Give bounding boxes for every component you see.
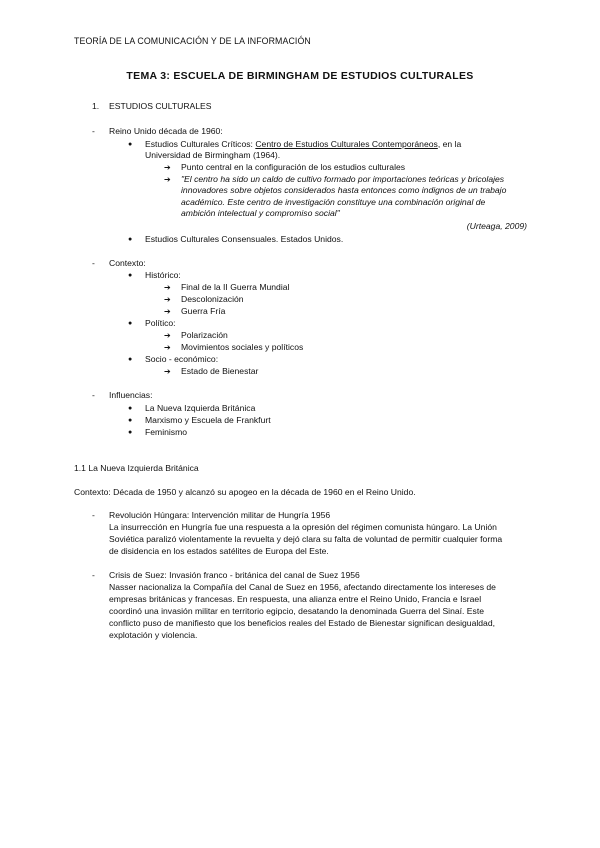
bullet-marker: ● xyxy=(128,405,133,412)
arrow-icon: ➔ xyxy=(164,283,171,292)
suez-line-3: coordinó una invasión militar en territorio egipcio, desatando la denominada Guerra del Sinaí. Este xyxy=(109,606,485,616)
dash-marker: - xyxy=(92,510,95,520)
arrow-icon: ➔ xyxy=(164,163,171,172)
arrow-icon: ➔ xyxy=(164,331,171,340)
influence-item-marxismo: Marxismo y Escuela de Frankfurt xyxy=(145,415,271,425)
hungria-title: Revolución Húngara: Intervención militar de Hungría 1956 xyxy=(109,510,331,520)
arrow-item-descolonizacion: Descolonización xyxy=(181,294,244,304)
hungria-line-3: de disidencia en los estados satélites de Europa del Este. xyxy=(109,546,329,556)
suez-title: Crisis de Suez: Invasión franco - británica del canal de Suez 1956 xyxy=(109,570,360,580)
list-item-influencias: Influencias: xyxy=(109,390,153,400)
arrow-item-polarizacion: Polarización xyxy=(181,330,228,340)
arrow-icon: ➔ xyxy=(164,175,171,184)
subsection-heading: 1.1 La Nueva Izquierda Británica xyxy=(74,463,199,473)
criticos-line-2: Universidad de Birmingham (1964). xyxy=(145,150,281,160)
arrow-icon: ➔ xyxy=(164,295,171,304)
quote-line-2: innovadores sobre objetos considerados hasta entonces como indignos de un trabajo xyxy=(181,185,507,195)
suez-line-2: empresas británicas y francesas. En respuesta, una alianza entre el Reino Unido, Francia e Israel xyxy=(109,594,482,604)
suez-line-5: explotación y violencia. xyxy=(109,630,198,640)
bullet-marker: ● xyxy=(128,272,133,279)
arrow-icon: ➔ xyxy=(164,367,171,376)
centro-estudios-link: Centro de Estudios Culturales Contemporáneos xyxy=(255,139,438,149)
list-item-criticos xyxy=(145,139,461,150)
criticos-prefix: Estudios Culturales Críticos: xyxy=(145,139,256,149)
criticos-suffix: , en la xyxy=(437,139,462,149)
arrow-item-guerra-fria: Guerra Fría xyxy=(181,306,226,316)
influence-item-feminismo: Feminismo xyxy=(145,427,188,437)
list-item-historico: Histórico: xyxy=(145,270,181,280)
suez-line-4: conflicto puso de manifiesto que los beneficios reales del Estado de Bienestar significan desigualdad, xyxy=(109,618,496,628)
bullet-marker: ● xyxy=(128,141,133,148)
dash-marker: - xyxy=(92,570,95,580)
citation: (Urteaga, 2009) xyxy=(466,221,527,231)
document-header: TEORÍA DE LA COMUNICACIÓN Y DE LA INFORMACIÓN xyxy=(74,36,311,46)
hungria-line-2: Soviética paralizó violentamente la revuelta y dejó clara su falta de voluntad de permitir cualquier forma xyxy=(109,534,503,544)
contexto-paragraph: Contexto: Década de 1950 y alcanzó su apogeo en la década de 1960 en el Reino Unido. xyxy=(74,487,416,497)
quote-line-1: "El centro ha sido un caldo de cultivo formado por importaciones teóricas y bricolajes xyxy=(181,174,505,184)
list-item-politico: Político: xyxy=(145,318,176,328)
bullet-marker: ● xyxy=(128,236,133,243)
arrow-icon: ➔ xyxy=(164,307,171,316)
bullet-marker: ● xyxy=(128,429,133,436)
arrow-item-movimientos: Movimientos sociales y políticos xyxy=(181,342,304,352)
arrow-item-estado-bienestar: Estado de Bienestar xyxy=(181,366,259,376)
list-item-socio-economico: Socio - económico: xyxy=(145,354,219,364)
list-item-reino-unido: Reino Unido década de 1960: xyxy=(109,126,223,136)
arrow-item-punto-central: Punto central en la configuración de los estudios culturales xyxy=(181,162,406,172)
section-heading: ESTUDIOS CULTURALES xyxy=(109,101,212,111)
bullet-marker: ● xyxy=(128,320,133,327)
list-item-contexto: Contexto: xyxy=(109,258,146,268)
quote-line-4: ambición intelectual y compromiso social" xyxy=(181,208,340,218)
suez-line-1: Nasser nacionaliza la Compañía del Canal de Suez en 1956, afectando directamente los intereses de xyxy=(109,582,496,592)
arrow-icon: ➔ xyxy=(164,343,171,352)
list-item-consensuales: Estudios Culturales Consensuales. Estados Unidos. xyxy=(145,234,344,244)
arrow-item-guerra-mundial: Final de la II Guerra Mundial xyxy=(181,282,290,292)
quote-line-3: académico. Este centro de investigación constituye una combinación original de xyxy=(181,197,486,207)
page-title: TEMA 3: ESCUELA DE BIRMINGHAM DE ESTUDIOS CULTURALES xyxy=(126,70,474,82)
influence-item-nueva-izquierda: La Nueva Izquierda Británica xyxy=(145,403,256,413)
dash-marker: - xyxy=(92,126,95,136)
section-number: 1. xyxy=(92,101,100,111)
dash-marker: - xyxy=(92,390,95,400)
bullet-marker: ● xyxy=(128,417,133,424)
bullet-marker: ● xyxy=(128,356,133,363)
hungria-line-1: La insurrección en Hungría fue una respuesta a la opresión del régimen comunista húngaro. La Unión xyxy=(109,522,497,532)
dash-marker: - xyxy=(92,258,95,268)
